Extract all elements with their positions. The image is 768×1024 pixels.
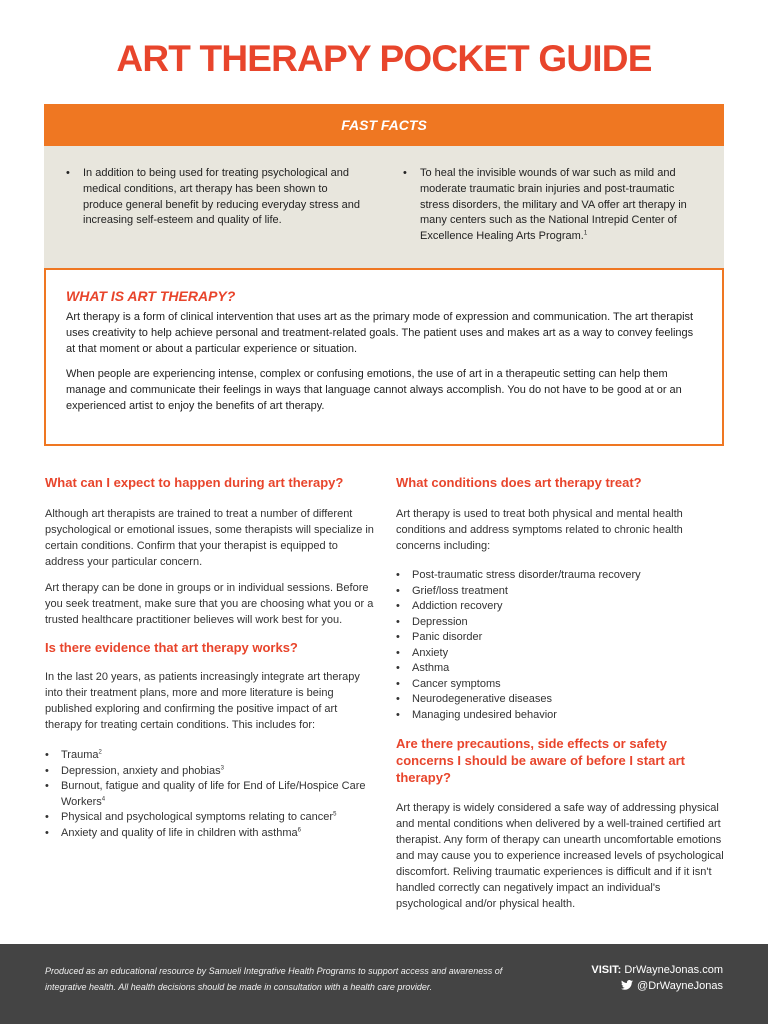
conditions-heading: What conditions does art therapy treat? bbox=[396, 475, 642, 490]
condition-item: • Cancer symptoms bbox=[396, 677, 726, 693]
expect-heading: What can I expect to happen during art therapy? bbox=[45, 475, 344, 490]
footer-contact bbox=[591, 962, 723, 994]
page-title: ART THERAPY POCKET GUIDE bbox=[116, 38, 652, 79]
precautions-paragraph: Art therapy is widely considered a safe way of addressing physical and mental conditions when delivered by a well-trained certified art therapist. Any form of therapy can unearth uncomfortable emotions and may cause you to experience increased levels of psychological discomfort. Reliving traumatic experiences is difficult and if it isn't handled correctly can negatively impact an individual's psychological and/or physical health. bbox=[396, 802, 724, 910]
expect-paragraph-2: Art therapy can be done in groups or in individual sessions. Before you seek treatment, make sure that you are choosing what you or a trusted healthcare practitioner believes will work best for you. bbox=[45, 582, 374, 626]
footer bbox=[0, 944, 768, 1024]
website-link[interactable]: DrWayneJonas.com bbox=[624, 964, 723, 976]
conditions-paragraph: Art therapy is used to treat both physical and mental health conditions and address symptoms related to chronic health concerns including: bbox=[396, 508, 683, 552]
footnote-ref: 1 bbox=[583, 230, 588, 237]
footnote-ref: 2 bbox=[98, 749, 102, 756]
footnote-ref: 3 bbox=[220, 764, 224, 771]
evidence-item: • Trauma$^2$ bbox=[45, 748, 375, 764]
evidence-item: • Burnout, fatigue and quality of life for End of Life/Hospice Care Workers$^4$ bbox=[45, 779, 375, 810]
condition-item: • Depression bbox=[396, 615, 726, 631]
footnote-ref: 4 bbox=[101, 795, 106, 802]
conditions-list bbox=[396, 568, 726, 723]
condition-item: • Panic disorder bbox=[396, 630, 726, 646]
precautions-heading: Are there precautions, side effects or safety concerns I should be aware of before I start art therapy? bbox=[396, 736, 685, 785]
fast-facts-left bbox=[66, 166, 369, 245]
condition-item: • Grief/loss treatment bbox=[396, 584, 726, 600]
evidence-item: • Depression, anxiety and phobias$^3$ bbox=[45, 764, 375, 780]
condition-item: • Anxiety bbox=[396, 646, 726, 662]
condition-item: • Neurodegenerative diseases bbox=[396, 692, 726, 708]
what-is-paragraph-1: Art therapy is a form of clinical intervention that uses art as the primary mode of expression and communication. The art therapist uses creativity to help achieve personal and treatment-related goals. The patient uses and makes art as a way to convey feelings at that moment or about a particular experience or situation. bbox=[66, 311, 694, 355]
fast-facts-panel bbox=[44, 104, 724, 268]
left-column bbox=[45, 474, 375, 841]
expect-paragraph-1: Although art therapists are trained to treat a number of different psychological or emotional issues, some therapists will specialize in certain conditions. Confirm that your therapist is equipped to address your particular concern. bbox=[45, 508, 374, 568]
fast-facts-heading: FAST FACTS bbox=[44, 104, 724, 146]
what-is-art-therapy-box bbox=[44, 268, 724, 446]
footnote-ref: 6 bbox=[297, 826, 301, 833]
fast-fact-item: • To heal the invisible wounds of war such as mild and moderate traumatic brain injuries and post-traumatic stress disorders, the military and VA offer art therapy in many centers such as the National Intrepid Center of Excellence Healing Arts Program.$^1$ bbox=[403, 166, 706, 245]
condition-item: • Post-traumatic stress disorder/trauma recovery bbox=[396, 568, 726, 584]
condition-item: • Asthma bbox=[396, 661, 726, 677]
evidence-list bbox=[45, 748, 375, 841]
evidence-heading: Is there evidence that art therapy works? bbox=[45, 640, 298, 655]
footer-disclaimer: Produced as an educational resource by Samueli Integrative Health Programs to support access and awareness of integrative health. All health decisions should be made in consultation with a health care provider. bbox=[45, 966, 503, 992]
twitter-bird-icon bbox=[621, 980, 633, 990]
right-column bbox=[396, 474, 726, 912]
twitter-handle-link[interactable]: @DrWayneJonas bbox=[637, 980, 723, 992]
what-is-heading: WHAT IS ART THERAPY? bbox=[66, 288, 236, 304]
visit-label: VISIT: bbox=[591, 964, 622, 976]
what-is-paragraph-2: When people are experiencing intense, complex or confusing emotions, the use of art in a therapeutic setting can help them manage and communicate their feelings in ways that language cannot always accomplish. You do not have to be good at or an experienced artist to enjoy the benefits of art therapy. bbox=[66, 368, 682, 412]
footnote-ref: 5 bbox=[333, 811, 337, 818]
evidence-item: • Physical and psychological symptoms relating to cancer$^5$ bbox=[45, 810, 375, 826]
condition-item: • Managing undesired behavior bbox=[396, 708, 726, 724]
fast-facts-right bbox=[403, 166, 706, 245]
evidence-paragraph: In the last 20 years, as patients increasingly integrate art therapy into their treatment plans, more and more literature is being published exploring and confirming the positive impact of art therapy for treating certain conditions. This includes for: bbox=[45, 671, 360, 731]
fast-fact-item: • In addition to being used for treating psychological and medical conditions, art therapy has been shown to produce general benefit by reducing everyday stress and increasing self-esteem and quality of life. bbox=[66, 166, 369, 229]
condition-item: • Addiction recovery bbox=[396, 599, 726, 615]
evidence-item: • Anxiety and quality of life in children with asthma$^6$ bbox=[45, 826, 375, 842]
